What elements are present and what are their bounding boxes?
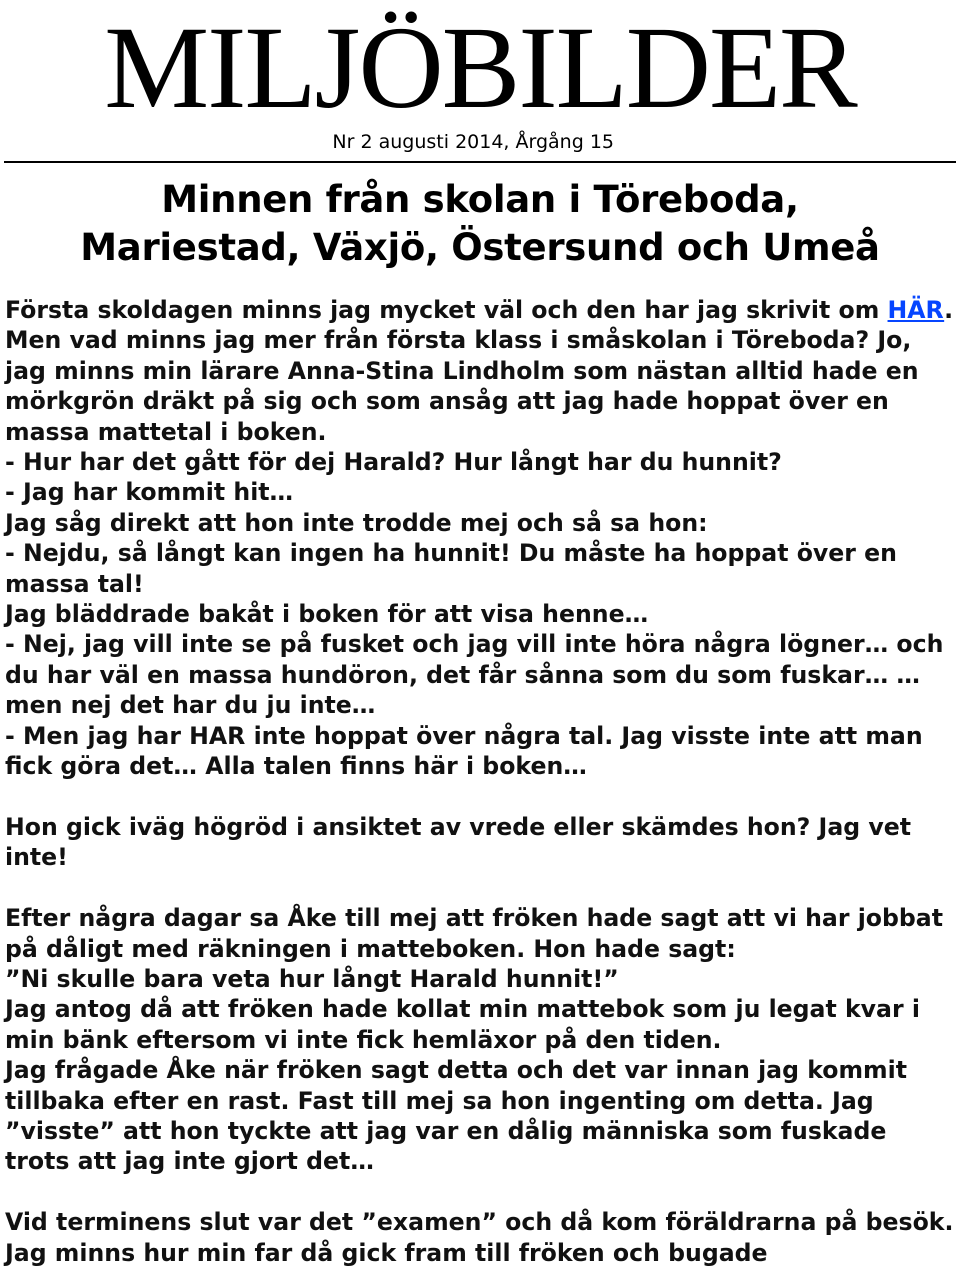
article-paragraph-2: Hon gick iväg högröd i ansiktet av vrede eller skämdes hon? Jag vet inte! bbox=[5, 812, 911, 872]
article-paragraph-3: Efter några dagar sa Åke till mej att fröken hade sagt att vi har jobbat på dåligt med räkningen i matteboken. Hon hade sagt: ”Ni skulle bara veta hur långt Harald hunnit!” Jag antog då att fröken hade kollat min mattebok som ju legat kvar i min bänk eftersom vi inte fick hemläxor på den tiden. Jag frågade Åke när fröken sagt detta och det var innan jag kommit tillbaka efter en rast. Fast till mej sa hon ingenting om detta. Jag ”visste” att hon tyckte att jag var en dålig människa som fuskade trots att jag inte gjort det… bbox=[5, 904, 943, 1176]
har-link[interactable]: HÄR bbox=[887, 296, 945, 324]
article-headline: Minnen från skolan i Töreboda, Mariestad, Växjö, Östersund och Umeå bbox=[80, 178, 880, 269]
masthead-divider bbox=[4, 161, 956, 163]
article-paragraph-4: Vid terminens slut var det ”examen” och då kom föräldrarna på besök. Jag minns hur min far då gick fram till fröken och bugade bbox=[5, 1208, 954, 1267]
paragraph-1-intro: Första skoldagen minns jag mycket väl och den har jag skrivit om bbox=[5, 296, 888, 324]
article-paragraph-1 bbox=[5, 295, 957, 782]
article-body bbox=[5, 295, 957, 1268]
issue-info: Nr 2 augusti 2014, Årgång 15 bbox=[332, 131, 614, 153]
newsletter-title: MILJÖBILDER bbox=[104, 2, 856, 133]
paragraph-1-dialogue: . Men vad minns jag mer från första klass i småskolan i Töreboda? Jo, jag minns min lärare Anna-Stina Lindholm som nästan alltid hade en mörkgrön dräkt på sig och som ansåg att jag hade hoppat över en massa mattetal i boken. - Hur har det gått för dej Harald? Hur långt har du hunnit? - Jag har kommit hit… Jag såg direkt att hon inte trodde mej och så sa hon: - Nejdu, så långt kan ingen ha hunnit! Du måste ha hoppat över en massa tal! Jag bläddrade bakåt i boken för att visa henne… - Nej, jag vill inte se på fusket och jag vill inte höra några lögner… och du har väl en massa hundöron, det får sånna som du som fuskar… …men nej det har du ju inte… - Men jag har HAR inte hoppat över några tal. Jag visste inte att man fick göra det… Alla talen finns här i boken… bbox=[5, 296, 954, 781]
